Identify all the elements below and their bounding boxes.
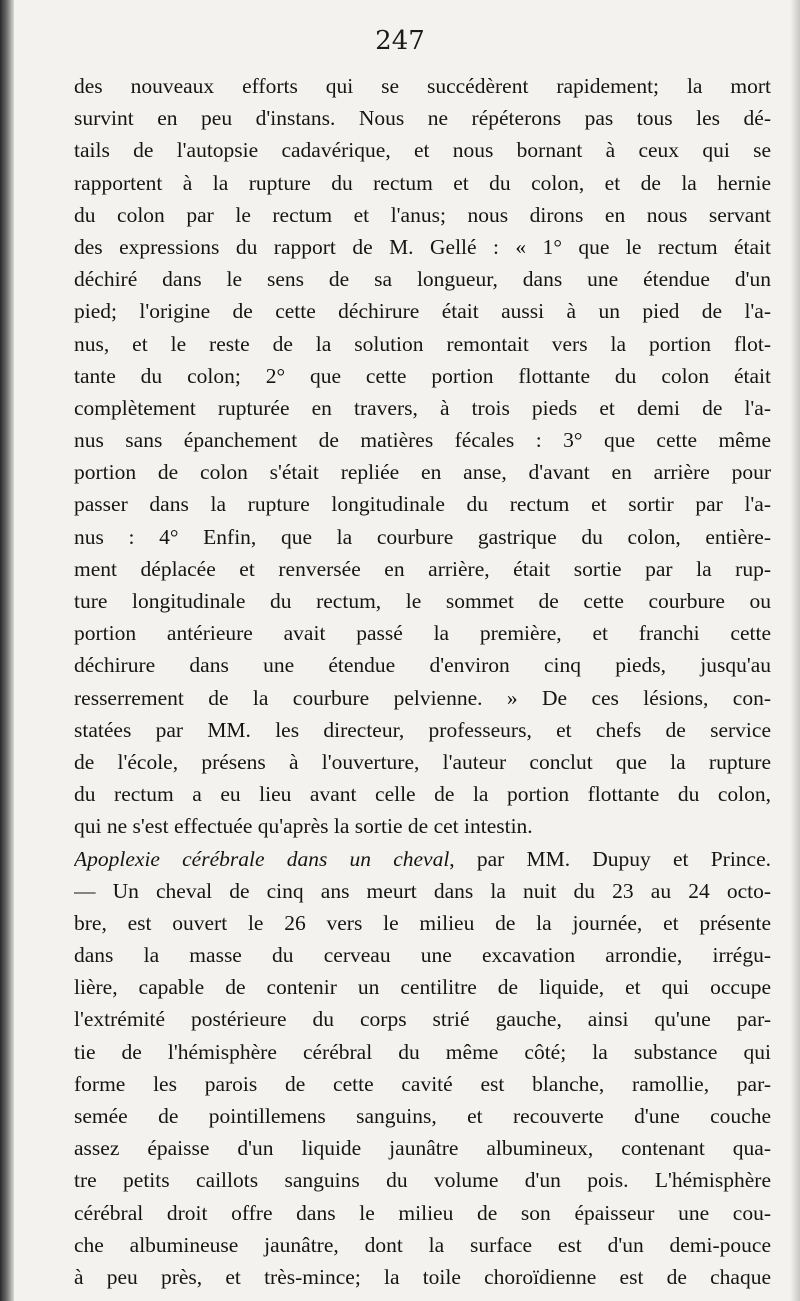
text-line: — Un cheval de cinq ans meurt dans la nuit du 23 au 24 octo-	[74, 878, 771, 903]
text-line: tails de l'autopsie cadavérique, et nous bornant à ceux qui se	[74, 138, 771, 163]
text-line: cérébral droit offre dans le milieu de son épaisseur une cou-	[74, 1200, 771, 1225]
text-line: nus, et le reste de la solution remontait vers la portion flot-	[74, 331, 771, 356]
text-line: bre, est ouvert le 26 vers le milieu de la journée, et présente	[74, 910, 771, 935]
text-line: statées par MM. les directeur, professeurs, et chefs de service	[74, 717, 771, 742]
text-line: complètement rupturée en travers, à trois pieds et demi de l'a-	[74, 395, 771, 420]
text-line: survint en peu d'instans. Nous ne répéterons pas tous les dé-	[74, 106, 771, 131]
page-binding-shadow	[0, 0, 14, 1301]
text-line: nus sans épanchement de matières fécales : 3° que cette même	[74, 428, 771, 453]
text-line: lière, capable de contenir un centilitre de liquide, et qui occupe	[74, 975, 771, 1000]
text-line: tante du colon; 2° que cette portion flottante du colon était	[74, 363, 771, 388]
text-line: passer dans la rupture longitudinale du rectum et sortir par l'a-	[74, 492, 771, 517]
text-line: portion antérieure avait passé la première, et franchi cette	[74, 621, 771, 646]
text-line: à peu près, et très-mince; la toile choroïdienne est de chaque	[74, 1264, 771, 1289]
section-authors: , par MM. Dupuy et Prince.	[449, 846, 771, 871]
text-line: portion de colon s'était repliée en anse, d'avant en arrière pour	[74, 460, 771, 485]
text-line: rapportent à la rupture du rectum et du colon, et de la hernie	[74, 170, 771, 195]
section-title: Apoplexie cérébrale dans un cheval	[74, 846, 450, 871]
text-line: ture longitudinale du rectum, le sommet de cette courbure ou	[74, 589, 771, 613]
text-line: des nouveaux efforts qui se succédèrent rapidement; la mort	[74, 74, 771, 98]
text-line: qui ne s'est effectuée qu'après la sortie de cet intestin.	[74, 814, 533, 839]
text-line: de l'école, présens à l'ouverture, l'auteur conclut que la rupture	[74, 749, 771, 774]
text-line: forme les parois de cette cavité est blanche, ramollie, par-	[74, 1071, 771, 1096]
body-text	[74, 70, 771, 1293]
text-line: semée de pointillemens sanguins, et recouverte d'une couche	[74, 1104, 771, 1128]
text-line: tre petits caillots sanguins du volume d'un pois. L'hémisphère	[74, 1168, 771, 1193]
text-line: assez épaisse d'un liquide jaunâtre albumineux, contenant qua-	[74, 1136, 771, 1161]
text-line: resserrement de la courbure pelvienne. » De ces lésions, con-	[74, 685, 771, 710]
text-line: l'extrémité postérieure du corps strié gauche, ainsi qu'une par-	[74, 1007, 771, 1032]
text-line: déchirure dans une étendue d'environ cinq pieds, jusqu'au	[74, 653, 771, 678]
section-heading	[74, 843, 771, 875]
text-line: déchiré dans le sens de sa longueur, dans une étendue d'un	[74, 267, 771, 292]
text-line: tie de l'hémisphère cérébral du même côté; la substance qui	[74, 1039, 771, 1064]
text-line: du colon par le rectum et l'anus; nous dirons en nous servant	[74, 202, 771, 227]
text-line: pied; l'origine de cette déchirure était aussi à un pied de l'a-	[74, 299, 771, 324]
text-line: du rectum a eu lieu avant celle de la portion flottante du colon,	[74, 782, 771, 807]
text-line: des expressions du rapport de M. Gellé : « 1° que le rectum était	[74, 234, 771, 259]
text-line: ment déplacée et renversée en arrière, était sortie par la rup-	[74, 556, 771, 581]
text-line: nus : 4° Enfin, que la courbure gastrique du colon, entière-	[74, 524, 771, 549]
page-edge	[790, 0, 800, 1301]
page-number: 247	[375, 26, 425, 56]
text-line: che albumineuse jaunâtre, dont la surface est d'un demi-pouce	[74, 1232, 771, 1257]
text-line: dans la masse du cerveau une excavation arrondie, irrégu-	[74, 943, 771, 968]
